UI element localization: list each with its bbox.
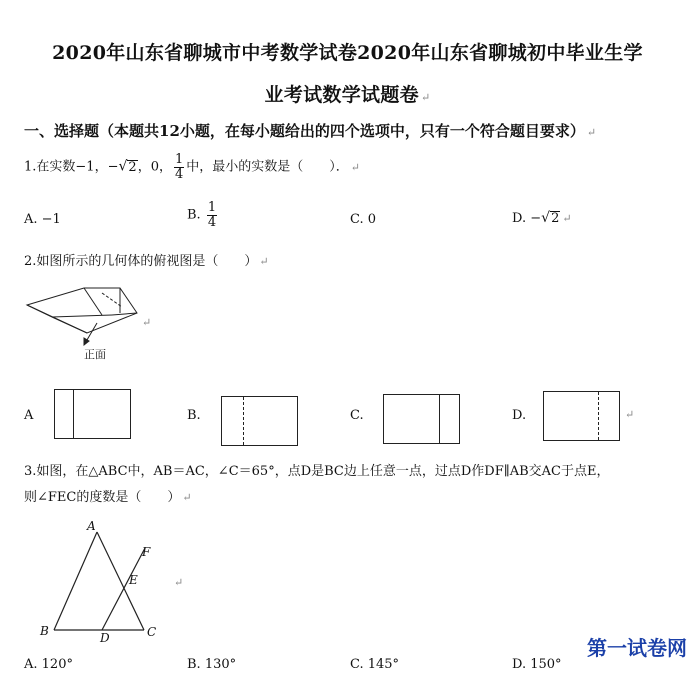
point-label-d: D [100, 631, 110, 645]
figure-hidden-edge [102, 293, 122, 307]
title-line-1 [0, 38, 695, 65]
q1-stem-part-a: 1.在实数−1， [24, 159, 108, 175]
q2-option-b-label: B. [187, 408, 201, 423]
q2-option-b-dashed-line [243, 397, 244, 445]
paragraph-mark-icon: ↵ [142, 316, 152, 329]
q2-option-c-rect [383, 394, 460, 444]
question-3-stem-line-1 [24, 460, 610, 479]
q2-option-d-rect [543, 391, 620, 441]
triangle-diagram [34, 518, 164, 646]
point-label-b: B [40, 624, 49, 638]
q1-option-b-denominator: 4 [207, 214, 217, 230]
front-arrow-head [84, 338, 89, 345]
q1-fraction-numerator: 1 [174, 152, 184, 167]
q3-option-a: A. 120° [24, 657, 73, 672]
paragraph-mark-icon: ↵ [562, 212, 572, 225]
point-label-c: C [147, 625, 157, 639]
q2-option-c-solid-line [439, 395, 440, 443]
q1-option-a [24, 212, 61, 227]
figure-edge [84, 288, 102, 315]
q1-option-d-radicand: 2 [551, 211, 560, 226]
paragraph-mark-icon: ↵ [420, 91, 431, 104]
question-2-stem [24, 250, 269, 269]
solid-figure-diagram [22, 283, 157, 363]
paragraph-mark-icon: ↵ [259, 255, 269, 268]
q1-option-b-numerator: 1 [207, 200, 217, 215]
q2-option-d-dashed-line [598, 392, 599, 440]
q2-option-d-label: D. [512, 408, 527, 423]
q2-option-c-label: C. [350, 408, 364, 423]
figure-edge [52, 315, 112, 317]
question-3-stem-line-2 [24, 486, 192, 505]
section-heading [24, 120, 596, 141]
figure-edge [52, 317, 87, 333]
paragraph-mark-icon: ↵ [586, 126, 597, 139]
q2-stem-text: 2.如图所示的几何体的俯视图是（ ） [24, 254, 258, 269]
paragraph-mark-icon: ↵ [182, 491, 192, 504]
section-heading-text: 一、选择题（本题共12小题，在每小题给出的四个选项中，只有一个符合题目要求） [24, 122, 585, 140]
q1-option-a-text: A. −1 [24, 212, 61, 227]
paragraph-mark-icon: ↵ [625, 408, 635, 421]
q1-fraction-denominator: 4 [174, 166, 184, 182]
paragraph-mark-icon: ↵ [350, 160, 360, 174]
q1-radicand: 2 [128, 159, 137, 175]
q2-option-a-solid-line [73, 390, 74, 438]
title-line-2 [0, 80, 695, 107]
q1-option-c-text: C. 0 [350, 212, 377, 227]
q1-option-d-label: D. [512, 211, 527, 226]
q3-stem-text-2: 则∠FEC的度数是（ ） [24, 490, 181, 505]
point-label-a: A [87, 519, 96, 533]
q1-option-d [512, 210, 572, 226]
title-text-1: 2020年山东省聊城市中考数学试卷2020年山东省聊城初中毕业生学 [52, 42, 643, 64]
q1-fraction [174, 153, 184, 181]
front-label: 正面 [84, 348, 106, 361]
q2-option-a-label: A [24, 408, 34, 423]
paragraph-mark-icon: ↵ [174, 576, 184, 589]
question-1-stem [24, 153, 360, 181]
segment-ab [54, 532, 97, 630]
q3-option-c: C. 145° [350, 657, 400, 672]
q1-stem-part-c: 中，最小的实数是（ ）． [186, 159, 349, 175]
point-label-e: E [129, 573, 138, 587]
q1-option-b-fraction [207, 201, 217, 229]
q1-option-b [187, 201, 219, 229]
q1-neg-sign: − [107, 159, 119, 175]
sqrt-icon: √ [541, 210, 551, 226]
watermark-logo: 第一试卷网 [587, 636, 687, 660]
q1-option-b-label: B. [187, 207, 201, 223]
q1-option-d-neg: − [530, 211, 542, 226]
sqrt-icon: √ [118, 158, 128, 175]
q3-option-b: B. 130° [187, 657, 237, 672]
q2-option-a-rect [54, 389, 131, 439]
q1-option-c [350, 212, 376, 227]
title-text-2: 业考试数学试题卷 [264, 84, 419, 106]
q3-stem-text-1: 3.如图，在△ABC中，AB＝AC，∠C＝65°，点D是BC边上任意一点，过点D作DF∥AB交AC于点E， [24, 464, 610, 479]
point-label-f: F [142, 545, 151, 559]
figure-edge [27, 305, 52, 317]
q2-option-b-rect [221, 396, 298, 446]
q3-option-d: D. 150° [512, 657, 562, 672]
q1-stem-part-b: ，0， [137, 159, 172, 175]
